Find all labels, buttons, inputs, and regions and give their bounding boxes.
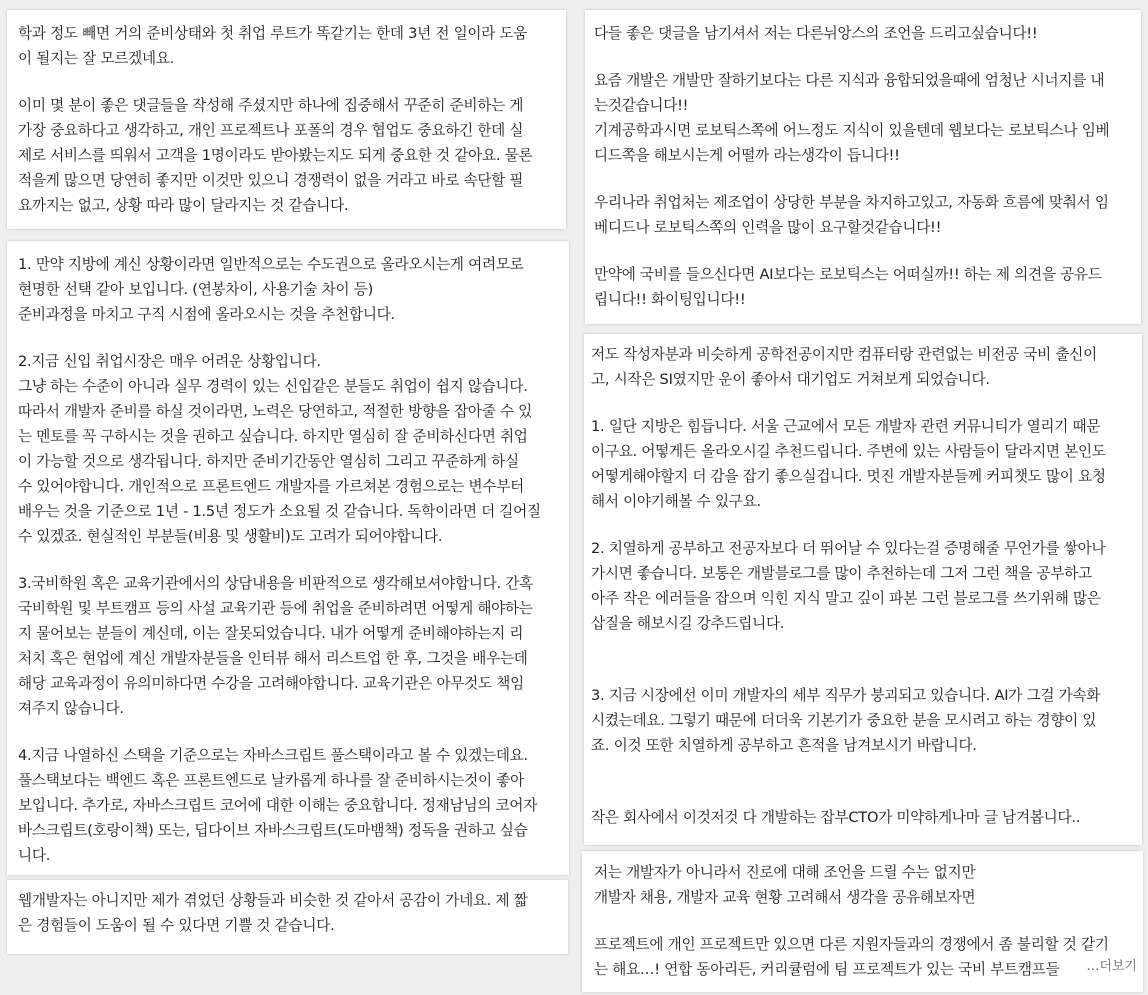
comment-line: 해당 교육과정이 유의미하다면 수강을 고려해야합니다. 교육기관은 아무것도 책임	[18, 675, 524, 692]
comment-line: 이미 몇 분이 좋은 댓글들을 작성해 주셨지만 하나에 집중해서 꾸준히 준비하는 게	[18, 97, 524, 114]
comment-paragraph	[594, 860, 1143, 910]
comment-line: 4.지금 나열하신 스택을 기준으로는 자바스크립트 풀스택이라고 볼 수 있겠는데요.	[18, 747, 528, 764]
comment-line: 우리나라 취업처는 제조업이 상당한 부분을 차지하고있고, 자동화 흐름에 맞춰서 임	[594, 194, 1109, 211]
comment-line: 제로 서비스를 띄워서 고객을 1명이라도 받아봤는지도 되게 중요한 것 같아요. 물론	[18, 147, 533, 164]
comment-line: 시켰는데요. 그렇기 때문에 더더욱 기본기가 중요한 분을 모시려고 하는 경향이 있	[591, 712, 1097, 729]
comment-paragraph	[18, 349, 569, 549]
comment-line: 배우는 것을 기준으로 1년 - 1.5년 정도가 소요될 것 같습니다. 독학이라면 더 길어질	[18, 503, 541, 520]
comment-line: 웹개발자는 아니지만 제가 겪었던 상황들과 비슷한 것 같아서 공감이 가네요. 제 짧	[18, 892, 528, 909]
comment-paragraph	[591, 683, 1142, 758]
comment-line: 이 가능할 것으로 생각됩니다. 하지만 준비기간동안 열심히 그리고 꾸준하게 하실	[18, 453, 519, 470]
comment-paragraph	[594, 932, 1143, 982]
comment-line: 국비학원 및 부트캠프 등의 사설 교육기관 등에 취업을 준비하려면 어떻게 해야하는	[18, 600, 533, 617]
comment-paragraph	[594, 68, 1141, 168]
comment-line: 2. 치열하게 공부하고 전공자보다 더 뛰어날 수 있다는걸 증명해줄 무언가를 쌓아나	[591, 540, 1106, 557]
comment-paragraph	[18, 571, 569, 721]
comment-line: 어떻게해야할지 더 감을 잡기 좋으실겁니다. 멋진 개발자분들께 커피챗도 많이 요청	[591, 468, 1106, 485]
comment-paragraph	[18, 743, 569, 868]
comment-card	[7, 880, 568, 954]
comment-paragraph	[18, 21, 566, 71]
comment-line: 준비과정을 마치고 구직 시점에 올라오시는 것을 추천합니다.	[18, 306, 395, 323]
comment-line: 풀스택보다는 백엔드 혹은 프론트엔드로 날카롭게 하나를 잘 준비하시는것이 좋아	[18, 772, 524, 789]
comment-line: 저도 작성자분과 비슷하게 공학전공이지만 컴퓨터랑 관련없는 비전공 국비 출신이	[591, 346, 1097, 363]
comment-card	[582, 851, 1143, 992]
comment-card	[585, 10, 1141, 324]
read-more-link[interactable]: …더보기	[1080, 958, 1137, 976]
comment-line: 이구요. 어떻게든 올라오시길 추천드립니다. 주변에 있는 사람들이 달라지면 본인도	[591, 443, 1106, 460]
comment-paragraph	[591, 342, 1142, 392]
comment-paragraph	[18, 888, 568, 938]
comment-line: 개발자 채용, 개발자 교육 현황 고려해서 생각을 공유해보자면	[594, 889, 976, 906]
comment-line: 저는 개발자가 아니라서 진로에 대해 조언을 드릴 수는 없지만	[594, 864, 976, 881]
comment-line: 가시면 좋습니다. 보통은 개발블로그를 많이 추천하는데 그저 그런 책을 공부하고	[591, 565, 1092, 582]
comment-card	[7, 241, 569, 875]
comment-line: 현명한 선택 같아 보입니다. (연봉차이, 사용기술 차이 등)	[18, 281, 374, 298]
comment-paragraph	[594, 190, 1141, 240]
comment-line: 는것같습니다!!	[594, 97, 689, 114]
comment-line: 지 물어보는 분들이 계신데, 이는 잘못되었습니다. 내가 어떻게 준비해야하는지 리	[18, 625, 524, 642]
comment-line: 는 멘토를 꼭 구하시는 것을 권하고 싶습니다. 하지만 열심히 잘 준비하신다면 취업	[18, 428, 528, 445]
comment-line: 학과 정도 빼면 거의 준비상태와 첫 취업 루트가 똑같기는 한데 3년 전 일이라 도움	[18, 25, 528, 42]
comment-line: 수 있어야합니다. 개인적으로 프론트엔드 개발자를 가르쳐본 경험으로는 변수부터	[18, 478, 524, 495]
comment-line: 적을게 많으면 당연히 좋지만 이것만 있으니 경쟁력이 없을 거라고 바로 속단할 필	[18, 172, 524, 189]
comment-line: 요까지는 없고, 상황 따라 많이 달라지는 것 같습니다.	[18, 197, 349, 214]
comment-line: 1. 만약 지방에 계신 상황이라면 일반적으로는 수도권으로 올라오시는게 여려모로	[18, 256, 524, 273]
comment-line: 는 해요…! 연합 동아리든, 커리큘럼에 팀 프로젝트가 있는 국비 부트캠프들	[594, 961, 1060, 978]
comment-line: 기계공학과시면 로보틱스쪽에 어느정도 지식이 있을텐데 웹보다는 로보틱스나 임베	[594, 122, 1110, 139]
comment-line: 만약에 국비를 들으신다면 AI보다는 로보틱스는 어떠실까!! 하는 제 의견을 공유드	[594, 266, 1102, 283]
comment-card	[584, 334, 1142, 845]
comment-line: 베디드나 로보틱스쪽의 인력을 많이 요구할것같습니다!!	[594, 219, 942, 236]
comment-paragraph	[594, 262, 1141, 312]
comment-paragraph	[18, 252, 569, 327]
comment-line: 요즘 개발은 개발만 잘하기보다는 다른 지식과 융합되었을때에 엄청난 시너지를 내	[594, 72, 1105, 89]
comment-line: 수 있겠죠. 현실적인 부분들(비용 및 생활비)도 고려가 되어야합니다.	[18, 528, 443, 545]
comment-paragraph	[591, 414, 1142, 514]
comment-line: 아주 작은 에러들을 잡으며 익힌 지식 말고 깊이 파본 그런 블로그를 쓰기위해 많은	[591, 590, 1101, 607]
comment-line: 고, 시작은 SI였지만 운이 좋아서 대기업도 거쳐보게 되었습니다.	[591, 371, 990, 388]
comment-line: 져주지 않습니다.	[18, 700, 124, 717]
comment-line: 3. 지금 시장에선 이미 개발자의 세부 직무가 붕괴되고 있습니다. AI가 그걸 가속화	[591, 687, 1101, 704]
comment-line: 해서 이야기해볼 수 있구요.	[591, 493, 761, 510]
comment-paragraph	[591, 536, 1142, 636]
comment-line: 다들 좋은 댓글을 남기셔서 저는 다른뉘앙스의 조언을 드리고싶습니다!!	[594, 25, 1038, 42]
comment-line: 디드쪽을 해보시는게 어떨까 라는생각이 듭니다!!	[594, 147, 900, 164]
comment-line: 은 경험들이 도움이 될 수 있다면 기쁠 것 같습니다.	[18, 917, 335, 934]
comment-line: 가장 중요하다고 생각하고, 개인 프로젝트나 포폴의 경우 협업도 중요하긴 한데 실	[18, 122, 524, 139]
comment-line: 보입니다. 추가로, 자바스크립트 코어에 대한 이해는 중요합니다. 정재남님의 코어자	[18, 797, 538, 814]
comment-line: 처치 혹은 현업에 계신 개발자분들을 인터뷰 해서 리스트업 한 후, 그것을 배우는데	[18, 650, 528, 667]
comment-line: 니다.	[18, 847, 51, 864]
comment-line: 작은 회사에서 이것저것 다 개발하는 잡부CTO가 미약하게나마 글 남겨봅니다..	[591, 809, 1081, 826]
comment-line: 이 될지는 잘 모르겠네요.	[18, 50, 175, 67]
comment-line: 따라서 개발자 준비를 하실 것이라면, 노력은 당연하고, 적절한 방향을 잡아줄 수 있	[18, 403, 533, 420]
comment-line: 죠. 이것 또한 치열하게 공부하고 흔적을 남겨보시기 바랍니다.	[591, 737, 977, 754]
comment-paragraph	[18, 93, 566, 218]
comment-line: 바스크립트(호랑이책) 또는, 딥다이브 자바스크립트(도마뱀책) 정독을 권하고 싶습	[18, 822, 528, 839]
comment-paragraph	[594, 21, 1141, 46]
comment-line: 삽질을 해보시길 강추드립니다.	[591, 615, 785, 632]
comment-line: 립니다!! 화이팅입니다!!	[594, 291, 746, 308]
comment-line: 그냥 하는 수준이 아니라 실무 경력이 있는 신입같은 분들도 취업이 쉽지 않습니다.	[18, 378, 528, 395]
comment-line: 1. 일단 지방은 힘듭니다. 서울 근교에서 모든 개발자 관련 커뮤니티가 열리기 때문	[591, 418, 1101, 435]
comment-paragraph	[591, 805, 1142, 830]
comment-card	[7, 10, 566, 229]
comment-line: 2.지금 신입 취업시장은 매우 어려운 상황입니다.	[18, 353, 321, 370]
comment-line: 프로젝트에 개인 프로젝트만 있으면 다른 지원자들과의 경쟁에서 좀 불리할 것 같기	[594, 936, 1109, 953]
comment-line: 3.국비학원 혹은 교육기관에서의 상담내용을 비판적으로 생각해보셔야합니다. 간혹	[18, 575, 533, 592]
